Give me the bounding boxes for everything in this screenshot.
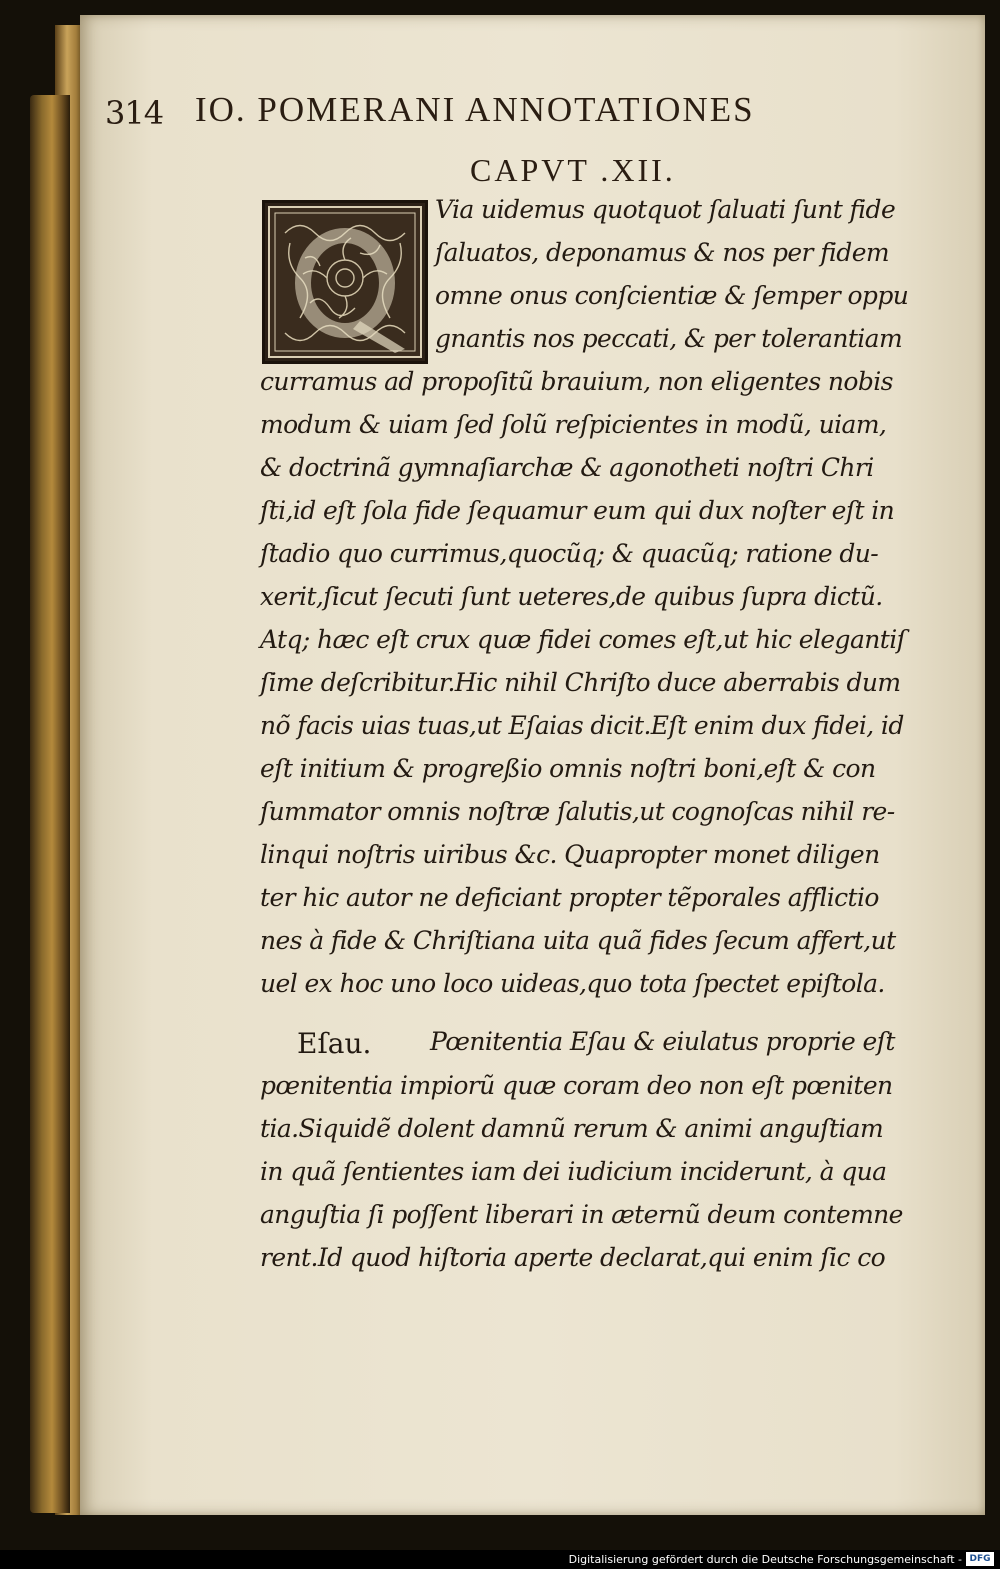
text-line: ſime deſcribitur.Hic nihil Chriſto duce aberrabis dum: [260, 668, 901, 697]
text-line: anguſtia ſi poſſent liberari in æternũ deum contemne: [260, 1200, 903, 1229]
text-line: ſaluatos, deponamus & nos per fidem: [435, 238, 890, 267]
chapter-title: CAPVT .XII.: [470, 152, 676, 188]
running-head: IO. POMERANI ANNOTATIONES: [195, 90, 755, 129]
text-line: curramus ad propoſitũ brauium, non eligentes nobis: [260, 367, 893, 396]
text-line: Pœnitentia Eſau & eiulatus proprie eſt: [430, 1027, 895, 1056]
text-line: nõ facis uias tuas,ut Eſaias dicit.Eſt enim dux fidei, id: [260, 711, 904, 740]
text-line: gnantis nos peccati, & per tolerantiam: [435, 324, 903, 353]
text-line: pœnitentia impiorũ quæ coram deo non eſt pœniten: [260, 1071, 893, 1100]
page-header: [105, 88, 865, 138]
text-line: in quã ſentientes iam dei iudicium inciderunt, à qua: [260, 1157, 887, 1186]
text-line: ter hic autor ne deficiant propter tẽporales afflictio: [260, 883, 879, 912]
esau-heading: Eſau.: [297, 1027, 372, 1060]
text-line: linqui noſtris uiribus &c. Quapropter monet diligen: [260, 840, 880, 869]
text-line: ſti,id eſt ſola fide ſequamur eum qui dux noſter eſt in: [260, 496, 895, 525]
text-line: & doctrinã gymnaſiarchæ & agonotheti noſtri Chri: [260, 453, 874, 482]
page-number: 314: [105, 94, 164, 132]
text-line: ſtadio quo currimus,quocũq; & quacũq; ratione du-: [260, 539, 879, 568]
text-line: Atq; hæc eſt crux quæ fidei comes eſt,ut hic elegantiſ: [260, 625, 906, 654]
decorated-initial-q-icon: [262, 200, 428, 364]
funding-credit: Digitalisierung gefördert durch die Deutsche Forschungsgemeinschaft -: [568, 1553, 962, 1566]
book-spine-edge: [30, 95, 70, 1513]
text-line: eſt initium & progreßio omnis noſtri boni,eſt & con: [260, 754, 876, 783]
text-line: ſummator omnis noſtræ ſalutis,ut cognoſcas nihil re-: [260, 797, 895, 826]
text-line: rent.Id quod hiſtoria aperte declarat,qui enim ſic co: [260, 1243, 886, 1272]
text-line: nes à fide & Chriſtiana uita quã fides ſecum affert,ut: [260, 926, 896, 955]
dfg-logo: DFG: [966, 1552, 994, 1566]
text-line: modum & uiam ſed ſolũ reſpicientes in modũ, uiam,: [260, 410, 887, 439]
text-line: tia.Siquidẽ dolent damnũ rerum & animi anguſtiam: [260, 1114, 884, 1143]
text-line: uel ex hoc uno loco uideas,quo tota ſpectet epiſtola.: [260, 969, 885, 998]
text-line: omne onus conſcientiæ & ſemper oppu: [435, 281, 909, 310]
text-line: Via uidemus quotquot ſaluati ſunt fide: [435, 195, 896, 224]
text-line: xerit,ſicut ſecuti ſunt ueteres,de quibus ſupra dictũ.: [260, 582, 883, 611]
